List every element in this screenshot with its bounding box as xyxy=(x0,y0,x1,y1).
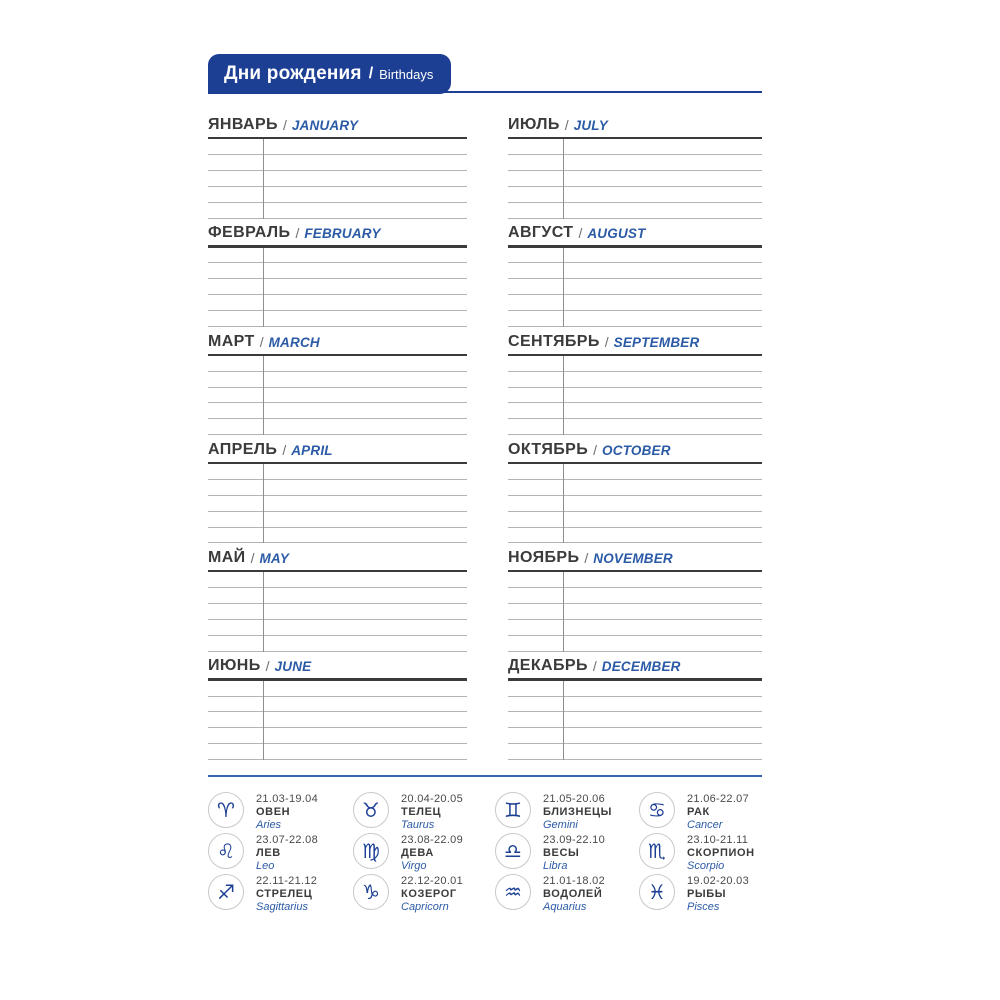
zodiac-entry-cancer xyxy=(639,792,762,833)
date-column-divider xyxy=(563,248,564,327)
zodiac-name-english: Pisces xyxy=(687,900,720,913)
month-section-december xyxy=(508,654,762,760)
zodiac-name-russian: СКОРПИОН xyxy=(687,846,755,859)
birthday-line xyxy=(208,604,467,620)
birthday-line xyxy=(508,712,762,728)
month-heading xyxy=(208,546,467,570)
pisces-icon xyxy=(639,874,675,910)
birthday-line xyxy=(508,263,762,279)
birthdays-page xyxy=(208,53,762,915)
birthday-line xyxy=(508,295,762,311)
zodiac-dates: 23.10-21.11 xyxy=(687,833,749,846)
birthday-line xyxy=(208,279,467,295)
libra-icon xyxy=(495,833,531,869)
month-name-russian: МАРТ xyxy=(208,332,255,350)
date-column-divider xyxy=(563,356,564,435)
zodiac-name-russian: ТЕЛЕЦ xyxy=(401,805,442,818)
month-name-english: MAY xyxy=(259,551,290,567)
zodiac-dates: 22.11-21.12 xyxy=(256,874,318,887)
zodiac-entry-text xyxy=(401,792,463,833)
birthday-line xyxy=(208,588,467,604)
scorpio-glyph: ♏ xyxy=(648,838,666,863)
zodiac-entry-aquarius xyxy=(495,874,639,915)
zodiac-name-russian: РЫБЫ xyxy=(687,887,727,900)
months-grid xyxy=(208,113,762,763)
zodiac-dates: 23.09-22.10 xyxy=(543,833,606,846)
columns-gap xyxy=(467,113,508,763)
month-name-russian: ЯНВАРЬ xyxy=(208,116,278,133)
libra-glyph: ♎ xyxy=(504,838,522,863)
gemini-glyph: ♊ xyxy=(504,797,522,822)
birthday-line xyxy=(508,588,762,604)
zodiac-entry-virgo xyxy=(353,833,495,874)
zodiac-entry-text xyxy=(687,874,749,915)
birthday-line xyxy=(208,681,467,697)
month-name-russian: АВГУСТ xyxy=(508,224,574,242)
month-name-english: AUGUST xyxy=(587,226,646,242)
zodiac-name-russian: БЛИЗНЕЦЫ xyxy=(543,805,613,818)
month-name-russian: АПРЕЛЬ xyxy=(208,440,278,458)
birthday-line xyxy=(208,372,467,388)
date-column-divider xyxy=(263,572,264,651)
birthday-line xyxy=(208,155,467,171)
zodiac-name-russian: ЛЕВ xyxy=(256,846,281,859)
birthday-line xyxy=(508,203,762,219)
zodiac-separator-line xyxy=(208,775,762,777)
zodiac-entry-scorpio xyxy=(639,833,762,874)
month-slash: / xyxy=(584,550,589,567)
months-column-left xyxy=(208,113,467,763)
month-name-english: SEPTEMBER xyxy=(613,334,700,350)
month-slash: / xyxy=(564,117,569,133)
month-heading xyxy=(508,438,762,462)
gemini-icon xyxy=(495,792,531,828)
birthday-line xyxy=(208,171,467,187)
birthday-line xyxy=(508,403,762,419)
birthday-line xyxy=(508,419,762,435)
zodiac-entry-text xyxy=(687,792,749,833)
month-name-russian: МАЙ xyxy=(208,549,246,567)
month-name-russian: ИЮЛЬ xyxy=(508,116,560,133)
virgo-icon xyxy=(353,833,389,869)
page-title xyxy=(208,54,451,94)
birthday-line xyxy=(508,528,762,544)
zodiac-entry-text xyxy=(256,792,318,833)
zodiac-entry-text xyxy=(543,874,605,915)
birthday-line xyxy=(208,620,467,636)
month-section-july xyxy=(508,113,762,219)
month-slash: / xyxy=(250,550,255,567)
zodiac-dates: 23.07-22.08 xyxy=(256,833,319,846)
month-slash: / xyxy=(282,441,287,458)
month-section-january xyxy=(208,113,467,219)
month-slash: / xyxy=(295,225,300,242)
month-slash: / xyxy=(592,658,597,675)
month-heading xyxy=(508,654,762,678)
birthday-line xyxy=(508,171,762,187)
birthday-line xyxy=(508,187,762,203)
zodiac-name-english: Aries xyxy=(256,818,282,831)
zodiac-entry-text xyxy=(543,833,605,874)
zodiac-dates: 20.04-20.05 xyxy=(401,792,464,805)
birthday-line xyxy=(208,248,467,264)
birthday-line xyxy=(508,248,762,264)
birthday-line xyxy=(208,697,467,713)
zodiac-dates: 21.01-18.02 xyxy=(543,874,606,887)
zodiac-entry-text xyxy=(256,874,317,915)
birthday-line xyxy=(208,139,467,155)
zodiac-legend xyxy=(208,792,762,915)
zodiac-dates: 22.12-20.01 xyxy=(401,874,464,887)
month-section-june xyxy=(208,654,467,760)
birthday-line xyxy=(208,203,467,219)
zodiac-name-english: Gemini xyxy=(543,818,578,831)
birthday-line xyxy=(508,279,762,295)
date-column-divider xyxy=(563,464,564,543)
date-column-divider xyxy=(263,681,264,760)
capricorn-icon xyxy=(353,874,389,910)
birthday-line xyxy=(208,356,467,372)
month-heading xyxy=(208,438,467,462)
birthday-line xyxy=(208,496,467,512)
month-slash: / xyxy=(593,441,598,458)
month-name-russian: СЕНТЯБРЬ xyxy=(508,332,600,350)
month-heading xyxy=(208,654,467,678)
zodiac-entry-capricorn xyxy=(353,874,495,915)
birthday-line xyxy=(508,697,762,713)
birthday-line xyxy=(208,311,467,327)
birthday-line xyxy=(508,572,762,588)
aries-icon xyxy=(208,792,244,828)
zodiac-entry-sagittarius xyxy=(208,874,353,915)
month-section-september xyxy=(508,330,762,436)
zodiac-entry-taurus xyxy=(353,792,495,833)
aquarius-icon xyxy=(495,874,531,910)
birthday-line xyxy=(508,139,762,155)
aries-glyph: ♈ xyxy=(217,797,235,822)
cancer-glyph: ♋ xyxy=(648,797,666,822)
birthday-line xyxy=(508,681,762,697)
month-name-english: NOVEMBER xyxy=(593,551,673,567)
month-name-english: JUNE xyxy=(274,659,312,675)
birthday-line xyxy=(508,620,762,636)
zodiac-name-english: Scorpio xyxy=(687,859,725,872)
month-section-february xyxy=(208,221,467,327)
zodiac-name-english: Leo xyxy=(256,859,275,872)
scorpio-icon xyxy=(639,833,675,869)
month-heading xyxy=(508,546,762,570)
zodiac-name-russian: СТРЕЛЕЦ xyxy=(256,887,313,900)
zodiac-entry-libra xyxy=(495,833,639,874)
zodiac-name-russian: ОВЕН xyxy=(256,805,291,818)
birthday-line xyxy=(508,464,762,480)
zodiac-name-english: Cancer xyxy=(687,818,723,831)
birthday-line xyxy=(508,356,762,372)
birthday-line xyxy=(508,636,762,652)
zodiac-name-russian: ВОДОЛЕЙ xyxy=(543,887,603,900)
birthday-line xyxy=(208,744,467,760)
sagittarius-glyph: ♐ xyxy=(217,879,235,904)
birthday-line xyxy=(208,480,467,496)
month-name-english: OCTOBER xyxy=(602,442,671,458)
month-name-russian: ИЮНЬ xyxy=(208,657,261,675)
zodiac-name-russian: ДЕВА xyxy=(401,846,434,859)
zodiac-name-english: Sagittarius xyxy=(256,900,308,913)
date-column-divider xyxy=(563,139,564,218)
birthday-line xyxy=(508,155,762,171)
month-heading xyxy=(508,330,762,354)
month-section-march xyxy=(208,330,467,436)
cancer-icon xyxy=(639,792,675,828)
birthday-line xyxy=(508,480,762,496)
month-name-english: JANUARY xyxy=(291,118,359,133)
zodiac-entry-text xyxy=(543,792,612,833)
month-heading xyxy=(208,221,467,245)
date-column-divider xyxy=(263,464,264,543)
leo-icon xyxy=(208,833,244,869)
month-slash: / xyxy=(265,658,270,675)
month-name-english: MARCH xyxy=(268,334,320,350)
date-column-divider xyxy=(263,248,264,327)
month-slash: / xyxy=(282,117,287,133)
month-slash: / xyxy=(604,333,609,350)
zodiac-dates: 21.05-20.06 xyxy=(543,792,606,805)
date-column-divider xyxy=(263,139,264,218)
virgo-glyph: ♍ xyxy=(362,838,380,863)
sagittarius-icon xyxy=(208,874,244,910)
zodiac-entry-pisces xyxy=(639,874,762,915)
months-column-right xyxy=(508,113,762,763)
birthday-line xyxy=(508,496,762,512)
month-name-russian: ОКТЯБРЬ xyxy=(508,440,589,458)
leo-glyph: ♌ xyxy=(217,838,235,863)
aquarius-glyph: ♒ xyxy=(504,879,522,904)
birthday-line xyxy=(508,512,762,528)
birthday-line xyxy=(208,528,467,544)
zodiac-entry-text xyxy=(401,833,463,874)
zodiac-name-english: Aquarius xyxy=(543,900,587,913)
zodiac-entry-aries xyxy=(208,792,353,833)
birthday-line xyxy=(508,311,762,327)
capricorn-glyph: ♑ xyxy=(362,879,380,904)
month-heading xyxy=(508,221,762,245)
date-column-divider xyxy=(563,681,564,760)
zodiac-name-english: Taurus xyxy=(401,818,435,831)
month-name-english: DECEMBER xyxy=(601,659,681,675)
zodiac-dates: 21.06-22.07 xyxy=(687,792,750,805)
birthday-line xyxy=(508,604,762,620)
zodiac-entry-leo xyxy=(208,833,353,874)
birthday-line xyxy=(208,636,467,652)
taurus-glyph: ♉ xyxy=(362,797,380,822)
birthday-line xyxy=(208,464,467,480)
birthday-line xyxy=(208,388,467,404)
month-heading xyxy=(508,113,762,137)
zodiac-name-russian: КОЗЕРОГ xyxy=(401,887,457,900)
month-name-english: FEBRUARY xyxy=(304,226,381,242)
month-name-russian: НОЯБРЬ xyxy=(508,549,580,567)
birthday-line xyxy=(208,512,467,528)
month-section-may xyxy=(208,546,467,652)
zodiac-dates: 19.02-20.03 xyxy=(687,874,750,887)
birthday-line xyxy=(208,295,467,311)
birthday-line xyxy=(208,712,467,728)
month-slash: / xyxy=(259,333,264,350)
birthday-line xyxy=(508,372,762,388)
birthday-line xyxy=(508,388,762,404)
month-slash: / xyxy=(578,225,583,242)
birthday-line xyxy=(208,572,467,588)
birthday-line xyxy=(208,419,467,435)
month-name-english: APRIL xyxy=(291,442,333,458)
month-section-april xyxy=(208,438,467,544)
zodiac-name-russian: РАК xyxy=(687,805,710,818)
page-header xyxy=(208,53,762,93)
month-name-russian: ДЕКАБРЬ xyxy=(508,657,588,675)
month-heading xyxy=(208,113,467,137)
zodiac-entry-text xyxy=(256,833,318,874)
zodiac-name-english: Virgo xyxy=(401,859,427,872)
pisces-glyph: ♓ xyxy=(648,879,666,904)
month-heading xyxy=(208,330,467,354)
month-section-august xyxy=(508,221,762,327)
zodiac-name-russian: ВЕСЫ xyxy=(543,846,580,859)
zodiac-dates: 21.03-19.04 xyxy=(256,792,319,805)
zodiac-dates: 23.08-22.09 xyxy=(401,833,464,846)
zodiac-name-english: Capricorn xyxy=(401,900,449,913)
date-column-divider xyxy=(263,356,264,435)
birthday-line xyxy=(508,744,762,760)
birthday-line xyxy=(508,728,762,744)
zodiac-entry-text xyxy=(401,874,463,915)
taurus-icon xyxy=(353,792,389,828)
birthday-line xyxy=(208,403,467,419)
zodiac-entry-gemini xyxy=(495,792,639,833)
month-section-october xyxy=(508,438,762,544)
birthday-line xyxy=(208,728,467,744)
page-title-english: Birthdays xyxy=(379,67,434,82)
birthday-line xyxy=(208,187,467,203)
month-section-november xyxy=(508,546,762,652)
page-title-russian: Дни рождения xyxy=(224,62,362,84)
zodiac-name-english: Libra xyxy=(543,859,568,872)
title-slash: / xyxy=(368,64,374,82)
month-name-russian: ФЕВРАЛЬ xyxy=(208,224,291,242)
zodiac-entry-text xyxy=(687,833,755,874)
birthday-line xyxy=(208,263,467,279)
date-column-divider xyxy=(563,572,564,651)
month-name-english: JULY xyxy=(573,118,608,133)
